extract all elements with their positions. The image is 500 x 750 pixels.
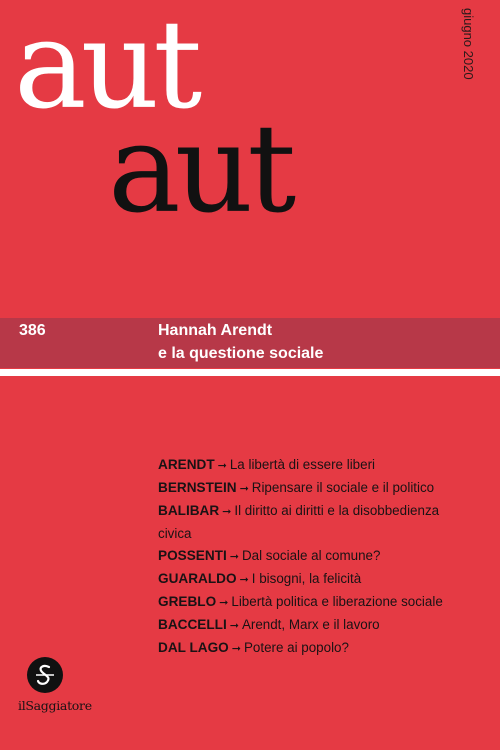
masthead-word-bottom: aut xyxy=(108,98,291,240)
issue-date: giugno 2020 xyxy=(461,8,476,80)
contents-title: Potere ai popolo? xyxy=(243,640,349,655)
arrow-right-icon: ➞ xyxy=(222,506,232,518)
contents-author: BALIBAR xyxy=(158,503,220,518)
contents-author: ARENDT xyxy=(158,457,215,472)
contents-title: Il diritto ai diritti e la disobbedienza xyxy=(234,503,440,518)
issue-title-line-1: Hannah Arendt xyxy=(158,322,273,339)
contents-title: Libertà politica e liberazione sociale xyxy=(231,594,443,609)
arrow-right-icon: ➞ xyxy=(239,574,249,586)
table-of-contents xyxy=(158,454,488,660)
contents-item xyxy=(158,454,488,477)
contents-author: GREBLO xyxy=(158,594,217,609)
contents-author: BERNSTEIN xyxy=(158,480,237,495)
arrow-right-icon: ➞ xyxy=(229,620,239,632)
contents-item xyxy=(158,545,488,568)
contents-item xyxy=(158,591,488,614)
contents-title: Arendt, Marx e il lavoro xyxy=(241,617,380,632)
divider-rule xyxy=(0,369,500,376)
contents-item xyxy=(158,614,488,637)
issue-title-line-2: e la questione sociale xyxy=(158,345,324,362)
issue-number: 386 xyxy=(19,322,46,339)
contents-item xyxy=(158,568,488,591)
contents-author: POSSENTI xyxy=(158,548,227,563)
saggiatore-logo-icon xyxy=(27,657,63,693)
contents-title-continuation: civica xyxy=(158,526,192,541)
contents-title: La libertà di essere liberi xyxy=(229,457,375,472)
contents-item-continuation xyxy=(158,523,488,545)
contents-author: BACCELLI xyxy=(158,617,227,632)
arrow-right-icon: ➞ xyxy=(219,597,229,609)
arrow-right-icon: ➞ xyxy=(239,483,249,495)
contents-item xyxy=(158,500,488,523)
contents-title: Dal sociale al comune? xyxy=(241,548,381,563)
contents-author: DAL LAGO xyxy=(158,640,229,655)
contents-title: Ripensare il sociale e il politico xyxy=(251,480,435,495)
publisher-name: ilSaggiatore xyxy=(18,698,92,713)
contents-title: I bisogni, la felicità xyxy=(251,571,362,586)
contents-item xyxy=(158,637,488,660)
masthead-word-top: aut xyxy=(14,0,197,136)
contents-author: GUARALDO xyxy=(158,571,237,586)
arrow-right-icon: ➞ xyxy=(231,643,241,655)
arrow-right-icon: ➞ xyxy=(217,460,227,472)
contents-item xyxy=(158,477,488,500)
arrow-right-icon: ➞ xyxy=(229,551,239,563)
